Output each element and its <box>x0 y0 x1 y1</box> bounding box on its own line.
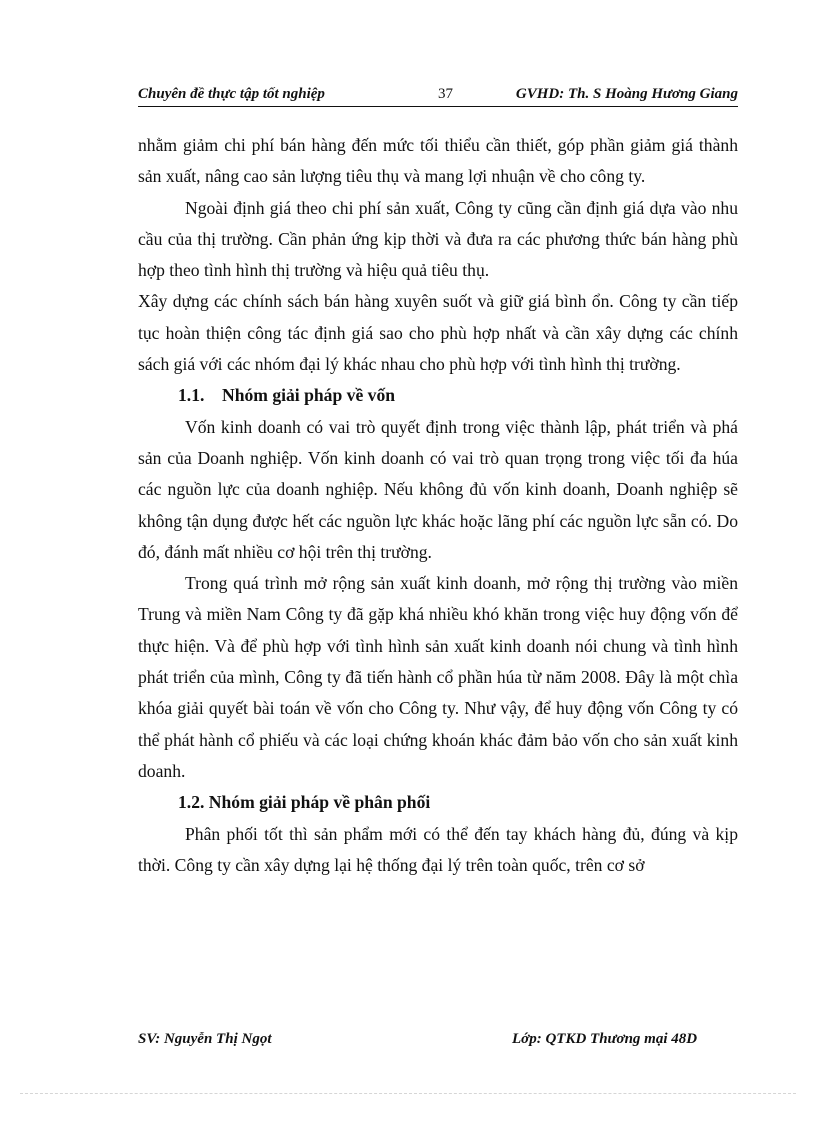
paragraph-capital-mobilization: Trong quá trình mở rộng sản xuất kinh doanh, mở rộng thị trường vào miền Trung và miền Nam Công ty đã gặp khá nhiều khó khăn trong việc huy động vốn để thực hiện. Và để phù hợp với tình hình sản xuất kinh doanh nói chung và tình hình phát triển của mình, Công ty đã tiến hành cổ phần húa từ năm 2008. Đây là một chìa khóa giải quyết bài toán về vốn cho Công ty. Như vậy, để huy động vốn Công ty có thể phát hành cổ phiếu và các loại chứng khoán khác đảm bảo vốn cho sản xuất kinh doanh. <box>138 573 738 781</box>
paragraph-pricing-demand: Ngoài định giá theo chi phí sản xuất, Công ty cũng cần định giá dựa vào nhu cầu của thị trường. Cần phản ứng kịp thời và đưa ra các phương thức bán hàng phù hợp theo tình hình thị trường và hiệu quả tiêu thụ. <box>138 197 738 281</box>
header-advisor: GVHD: Th. S Hoàng Hương Giang <box>515 86 738 102</box>
section-heading-capital: 1.1. Nhóm giải pháp về vốn <box>178 385 396 406</box>
paragraph-sales-policy: Xây dựng các chính sách bán hàng xuyên suốt và giữ giá bình ổn. Công ty cần tiếp tục hoàn thiện công tác định giá sao cho phù hợp nhất và cần xây dựng các chính sách giá với các nhóm đại lý khác nhau cho phù hợp với tình hình thị trường. <box>138 291 738 375</box>
paragraph-continued: nhằm giảm chi phí bán hàng đến mức tối thiểu cần thiết, góp phần giảm giá thành sản xuất, nâng cao sản lượng tiêu thụ và mang lợi nhuận về cho công ty. <box>138 135 738 187</box>
paragraph-distribution: Phân phối tốt thì sản phẩm mới có thể đến tay khách hàng đủ, đúng và kịp thời. Công ty cần xây dựng lại hệ thống đại lý trên toàn quốc, trên cơ sở <box>138 823 738 875</box>
footer-student: SV: Nguyễn Thị Ngọt <box>138 1031 272 1047</box>
page-body <box>138 130 738 881</box>
page-footer <box>138 1031 738 1048</box>
page-bottom-divider <box>20 1093 796 1094</box>
footer-class: Lớp: QTKD Thương mại 48D <box>512 1031 698 1047</box>
paragraph-capital-role: Vốn kinh doanh có vai trò quyết định trong việc thành lập, phát triển và phá sản của Doanh nghiệp. Vốn kinh doanh có vai trò quan trọng trong việc tối đa húa các nguồn lực của doanh nghiệp. Nếu không đủ vốn kinh doanh, Doanh nghiệp sẽ không tận dụng được hết các nguồn lực khác hoặc lãng phí các nguồn lực sẵn có. Do đó, đánh mất nhiều cơ hội trên thị trường. <box>138 416 738 562</box>
header-report-title: Chuyên đề thực tập tốt nghiệp <box>138 86 325 102</box>
page-header <box>138 84 738 107</box>
section-heading-distribution: 1.2. Nhóm giải pháp về phân phối <box>178 792 431 813</box>
page-number: 37 <box>438 86 453 102</box>
